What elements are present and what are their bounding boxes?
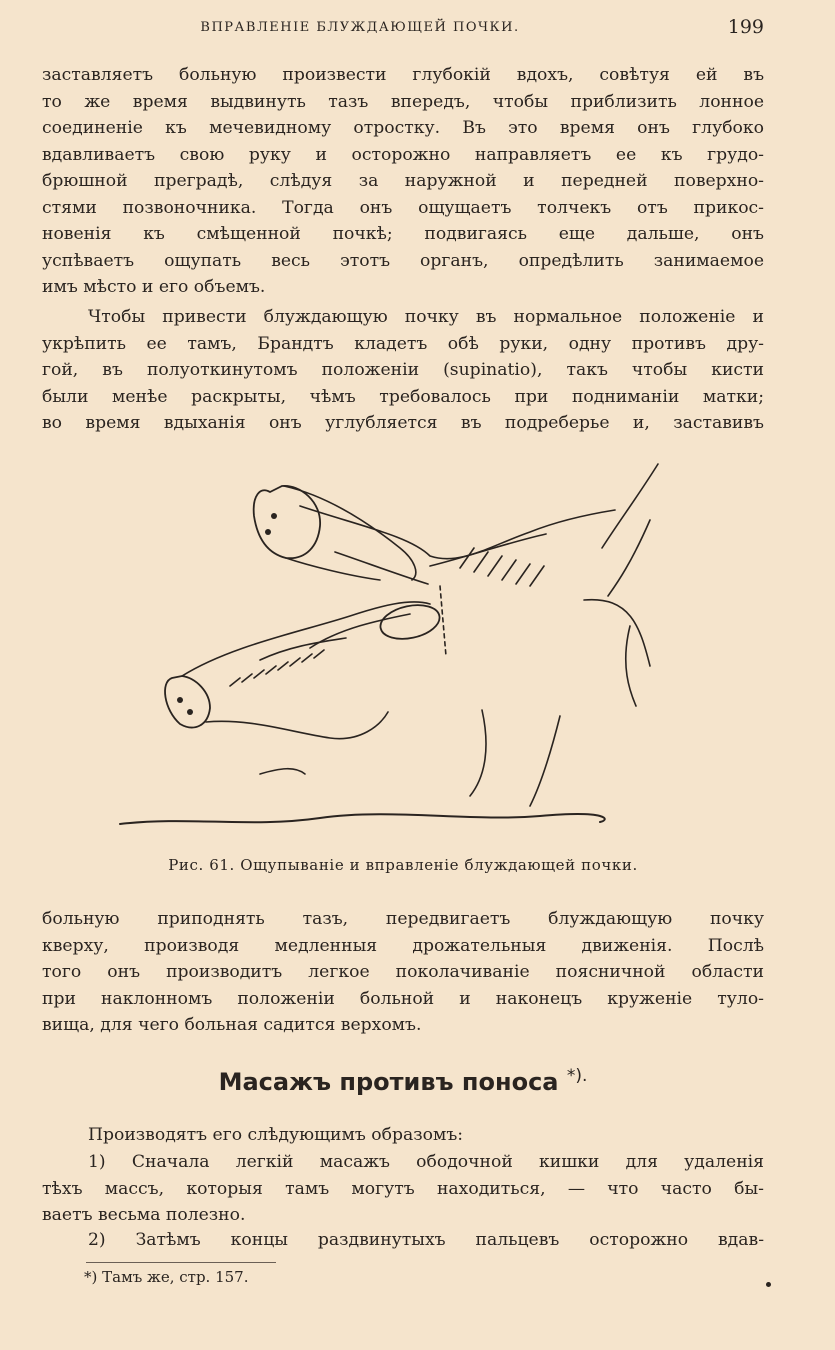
- text-line: имъ мѣсто и его объемъ.: [42, 277, 266, 297]
- text-line: брюшной преградѣ, слѣдуя за наружной и передней поверхно-: [42, 171, 764, 191]
- text-line: больную приподнять тазъ, передвигаетъ блуждающую почку: [42, 909, 764, 929]
- text-line: заставляетъ больную произвести глубокій вдохъ, совѣтуя ей въ: [42, 65, 764, 85]
- running-head: [40, 14, 764, 40]
- footnote-divider: [86, 1262, 276, 1263]
- text-line: соединеніе къ мечевидному отростку. Въ это время онъ глубоко: [42, 118, 764, 138]
- text-line: были менѣе раскрыты, чѣмъ требовалось при подниманіи матки;: [42, 386, 764, 407]
- paragraph-continuation: [42, 62, 764, 301]
- section-title: Масажъ противъ поноса: [218, 1068, 559, 1096]
- text-line: при наклонномъ положеніи больной и наконецъ круженіе туло-: [42, 988, 764, 1009]
- text-line: Чтобы привести блуждающую почку въ нормальное положеніе и: [88, 307, 764, 327]
- paragraph-step-1: [42, 1149, 764, 1229]
- paragraph-continuation-after-figure: [42, 906, 764, 1039]
- figure-61-illustration: [110, 456, 670, 840]
- footnote-marker: *).: [566, 1066, 588, 1086]
- text-line: вища, для чего больная садится верхомъ.: [42, 1015, 422, 1035]
- hands-kidney-drawing: [110, 456, 670, 840]
- text-line: во время вдыханія онъ углубляется въ подреберье и, заставивъ: [42, 413, 764, 433]
- text-line: 1) Сначала легкій масажъ ободочной кишки для удаленія: [88, 1152, 764, 1172]
- text-line: новенія къ смѣщенной почкѣ; подвигаясь еще дальше, онъ: [42, 224, 764, 244]
- text-line: вдавливаетъ свою руку и осторожно направляетъ ее къ грудо-: [42, 144, 764, 165]
- text-line: ваетъ весьма полезно.: [42, 1205, 246, 1225]
- text-line: укрѣпить ее тамъ, Брандтъ кладетъ обѣ руки, одну противъ дру-: [42, 333, 764, 354]
- text-line: того онъ производитъ легкое поколачиваніе поясничной области: [42, 962, 764, 982]
- footnote: *) Тамъ же, стр. 157.: [84, 1268, 249, 1286]
- text-line: стями позвоночника. Тогда онъ ощущаетъ толчекъ отъ прикос-: [42, 197, 764, 218]
- page-number: 199: [727, 16, 764, 38]
- text-line: Производятъ его слѣдующимъ образомъ:: [88, 1125, 464, 1145]
- text-line: успѣваетъ ощупать весь этотъ органъ, опредѣлить занимаемое: [42, 250, 764, 271]
- paragraph-intro: [42, 1122, 764, 1149]
- section-heading: [42, 1066, 764, 1096]
- text-line: кверху, производя медленныя дрожательныя движенія. Послѣ: [42, 935, 764, 956]
- text-line: тѣхъ массъ, которыя тамъ могутъ находиться, — что часто бы-: [42, 1178, 764, 1199]
- running-title: ВПРАВЛЕНІЕ БЛУЖДАЮЩЕЙ ПОЧКИ.: [200, 20, 520, 35]
- text-line: то же время выдвинуть тазъ впередъ, чтобы приблизить лонное: [42, 91, 764, 112]
- text-line: 2) Затѣмъ концы раздвинутыхъ пальцевъ осторожно вдав-: [88, 1230, 764, 1250]
- figure-caption: Рис. 61. Ощупываніе и вправленіе блуждающей почки.: [168, 856, 638, 874]
- ink-spot: [766, 1282, 771, 1287]
- paragraph-brandt: [42, 304, 764, 437]
- paragraph-step-2: [42, 1227, 764, 1254]
- text-line: гой, въ полуоткинутомъ положеніи (supinatio), такъ чтобы кисти: [42, 360, 764, 380]
